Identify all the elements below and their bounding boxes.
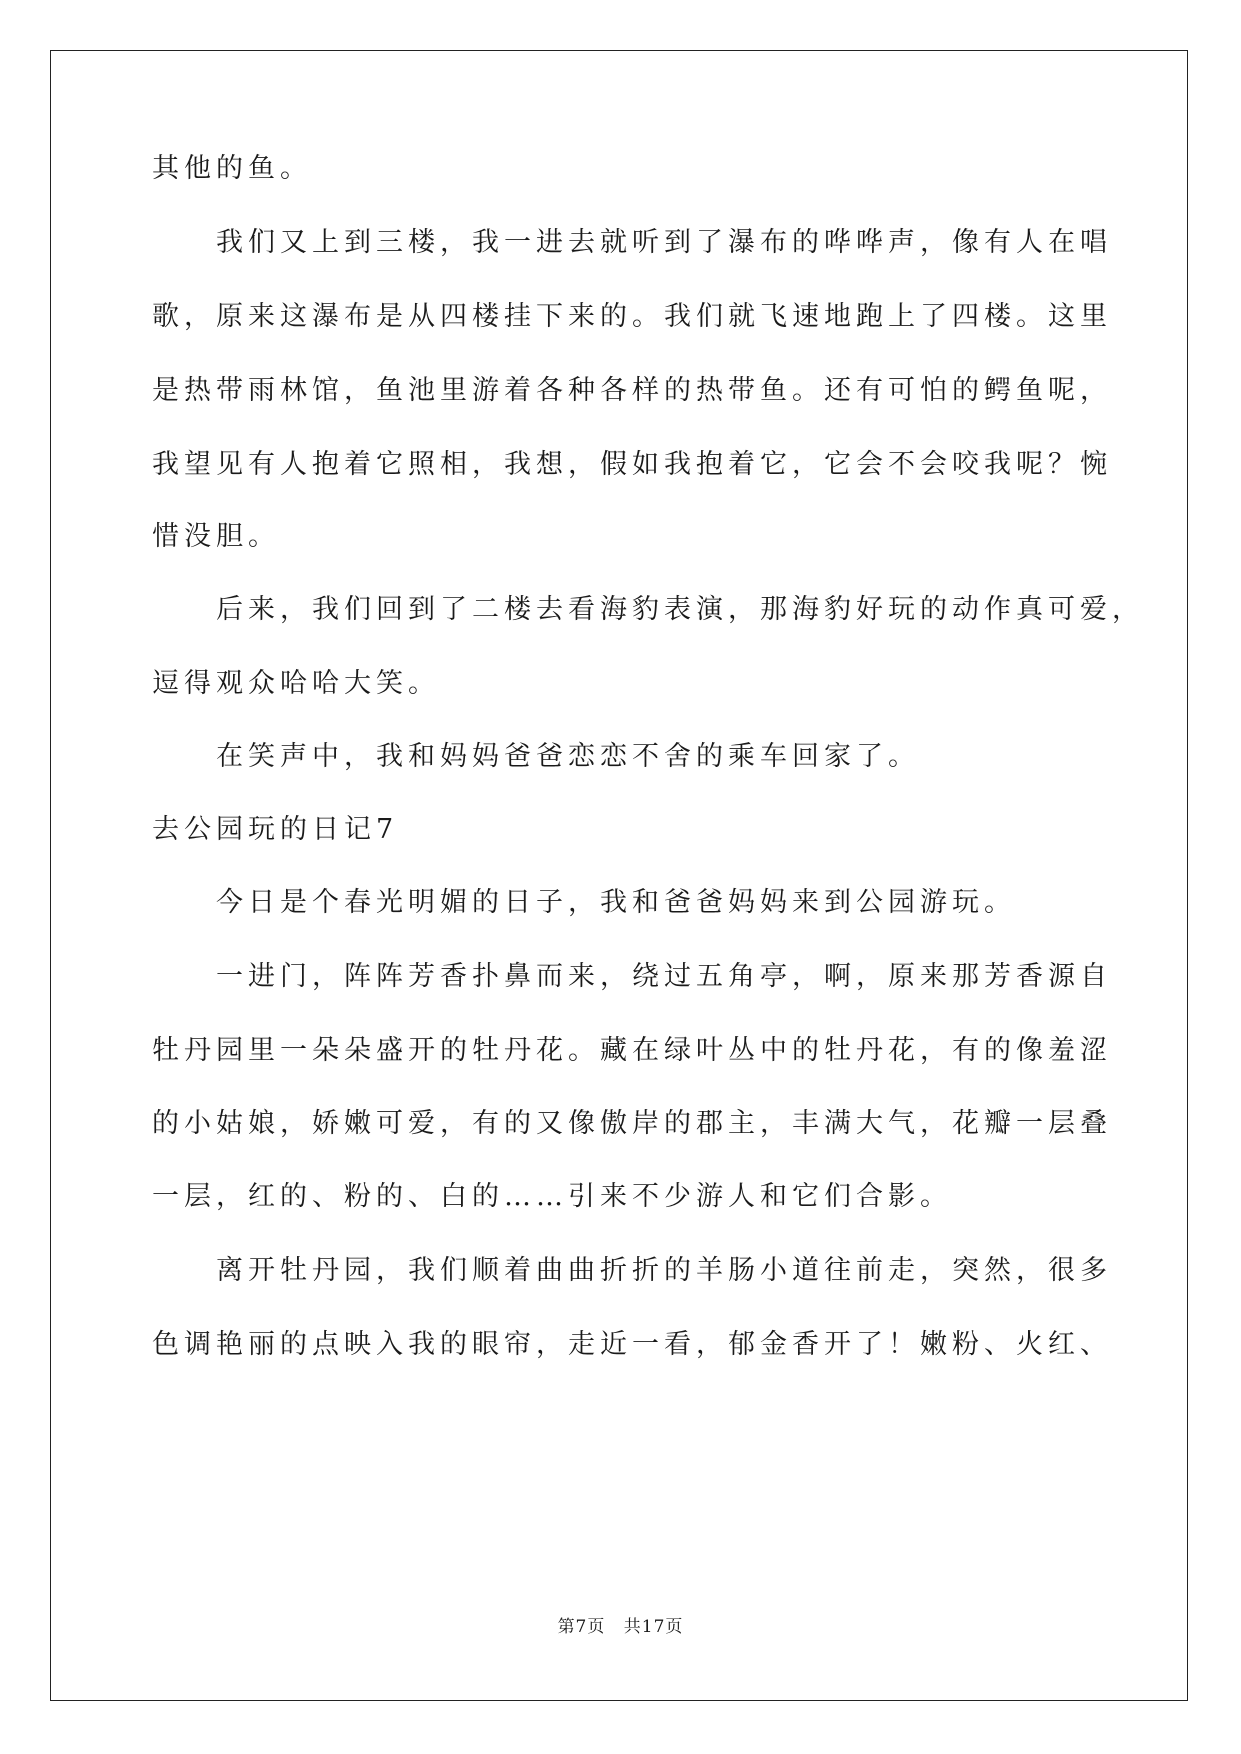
- text-line: 今日是个春光明媚的日子，我和爸爸妈妈来到公园游玩。: [216, 887, 1016, 918]
- page-total: 共17页: [623, 1617, 684, 1637]
- text-line: 我们又上到三楼，我一进去就听到了瀑布的哗哗声，像有人在唱: [216, 227, 1112, 258]
- text-line: 色调艳丽的点映入我的眼帘，走近一看，郁金香开了！嫩粉、火红、: [152, 1329, 1112, 1360]
- text-line: 后来，我们回到了二楼去看海豹表演，那海豹好玩的动作真可爱，: [216, 594, 1144, 625]
- text-line: 其他的鱼。: [152, 153, 312, 184]
- page-footer: [0, 1612, 1241, 1637]
- text-line: 牡丹园里一朵朵盛开的牡丹花。藏在绿叶丛中的牡丹花，有的像羞涩: [152, 1035, 1112, 1066]
- text-line: 惜没胆。: [152, 521, 280, 552]
- text-line: 一进门，阵阵芳香扑鼻而来，绕过五角亭，啊，原来那芳香源自: [216, 961, 1112, 992]
- text-line: 是热带雨林馆，鱼池里游着各种各样的热带鱼。还有可怕的鳄鱼呢，: [152, 375, 1112, 406]
- text-line: 我望见有人抱着它照相，我想，假如我抱着它，它会不会咬我呢？惋: [152, 449, 1112, 480]
- text-line: 在笑声中，我和妈妈爸爸恋恋不舍的乘车回家了。: [216, 741, 920, 772]
- page-number: 第7页: [557, 1617, 606, 1637]
- text-line: 一层，红的、粉的、白的……引来不少游人和它们合影。: [152, 1181, 952, 1212]
- section-heading: 去公园玩的日记7: [152, 814, 399, 845]
- text-line: 的小姑娘，娇嫩可爱，有的又像傲岸的郡主，丰满大气，花瓣一层叠: [152, 1108, 1112, 1139]
- text-line: 歌，原来这瀑布是从四楼挂下来的。我们就飞速地跑上了四楼。这里: [152, 301, 1112, 332]
- text-line: 离开牡丹园，我们顺着曲曲折折的羊肠小道往前走，突然，很多: [216, 1255, 1112, 1286]
- text-line: 逗得观众哈哈大笑。: [152, 668, 440, 699]
